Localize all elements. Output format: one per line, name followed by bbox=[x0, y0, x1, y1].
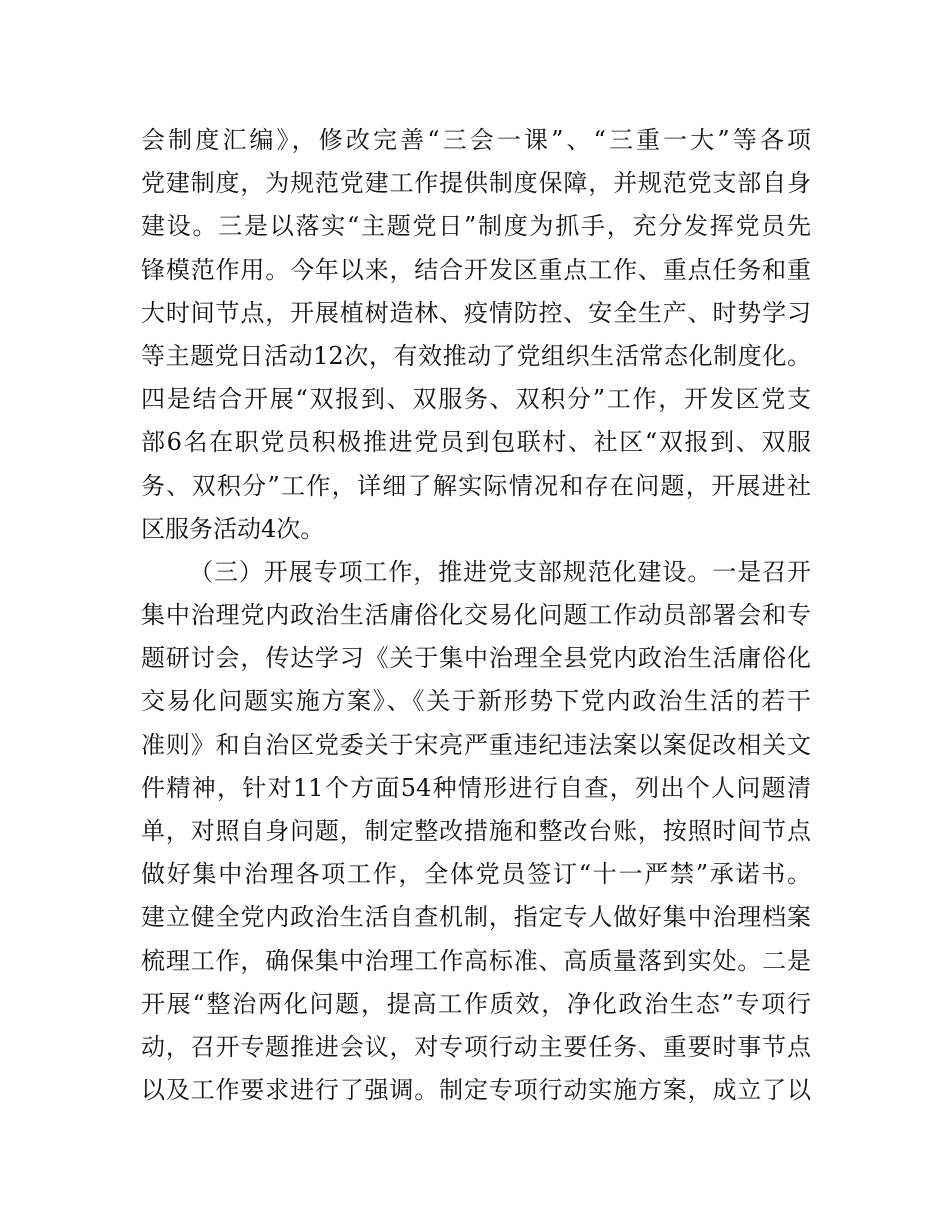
body-text bbox=[141, 119, 811, 1112]
text-line: 件精神，针对11个方面54种情形进行自查，列出个人问题清 bbox=[141, 773, 811, 802]
section-heading-line: （三）开展专项工作，推进党支部规范化建设。一是召开 bbox=[189, 557, 811, 586]
text-line: 会制度汇编》，修改完善“三会一课”、“三重一大”等各项 bbox=[141, 126, 811, 154]
text-line: 准则》和自治区党委关于宋亮严重违纪违法案以案促改相关文 bbox=[141, 730, 811, 759]
text-line: 大时间节点，开展植树造林、疫情防控、安全生产、时势学习 bbox=[141, 298, 811, 327]
text-line: 动，召开专题推进会议，对专项行动主要任务、重要时事节点 bbox=[141, 1032, 811, 1061]
text-line: 四是结合开展“双报到、双服务、双积分”工作，开发区党支 bbox=[141, 385, 811, 414]
text-line: 做好集中治理各项工作，全体党员签订“十一严禁”承诺书。 bbox=[141, 860, 811, 889]
text-line: 部6名在职党员积极推进党员到包联村、社区“双报到、双服 bbox=[141, 428, 811, 457]
text-line: 集中治理党内政治生活庸俗化交易化问题工作动员部署会和专 bbox=[141, 601, 811, 630]
text-line: 建立健全党内政治生活自查机制，指定专人做好集中治理档案 bbox=[141, 903, 811, 932]
text-line: 务、双积分”工作，详细了解实际情况和存在问题，开展进社 bbox=[141, 471, 811, 500]
text-line: 锋模范作用。今年以来，结合开发区重点工作、重点任务和重 bbox=[141, 255, 811, 284]
text-line: 等主题党日活动12次，有效推动了党组织生活常态化制度化。 bbox=[141, 341, 811, 370]
text-line: 单，对照自身问题，制定整改措施和整改台账，按照时间节点 bbox=[141, 817, 811, 845]
text-line: 建设。三是以落实“主题党日”制度为抓手，充分发挥党员先 bbox=[141, 212, 811, 241]
text-line: 题研讨会，传达学习《关于集中治理全县党内政治生活庸俗化 bbox=[141, 644, 811, 673]
text-line: 以及工作要求进行了强调。制定专项行动实施方案，成立了以 bbox=[141, 1076, 811, 1105]
paragraph-end-line: 区服务活动4次。 bbox=[141, 514, 325, 543]
text-line: 交易化问题实施方案》、《关于新形势下党内政治生活的若干 bbox=[141, 687, 811, 716]
text-line: 开展“整治两化问题，提高工作质效，净化政治生态”专项行 bbox=[141, 989, 811, 1018]
text-line: 党建制度，为规范党建工作提供制度保障，并规范党支部自身 bbox=[141, 169, 811, 198]
text-line: 梳理工作，确保集中治理工作高标准、高质量落到实处。二是 bbox=[141, 946, 811, 975]
